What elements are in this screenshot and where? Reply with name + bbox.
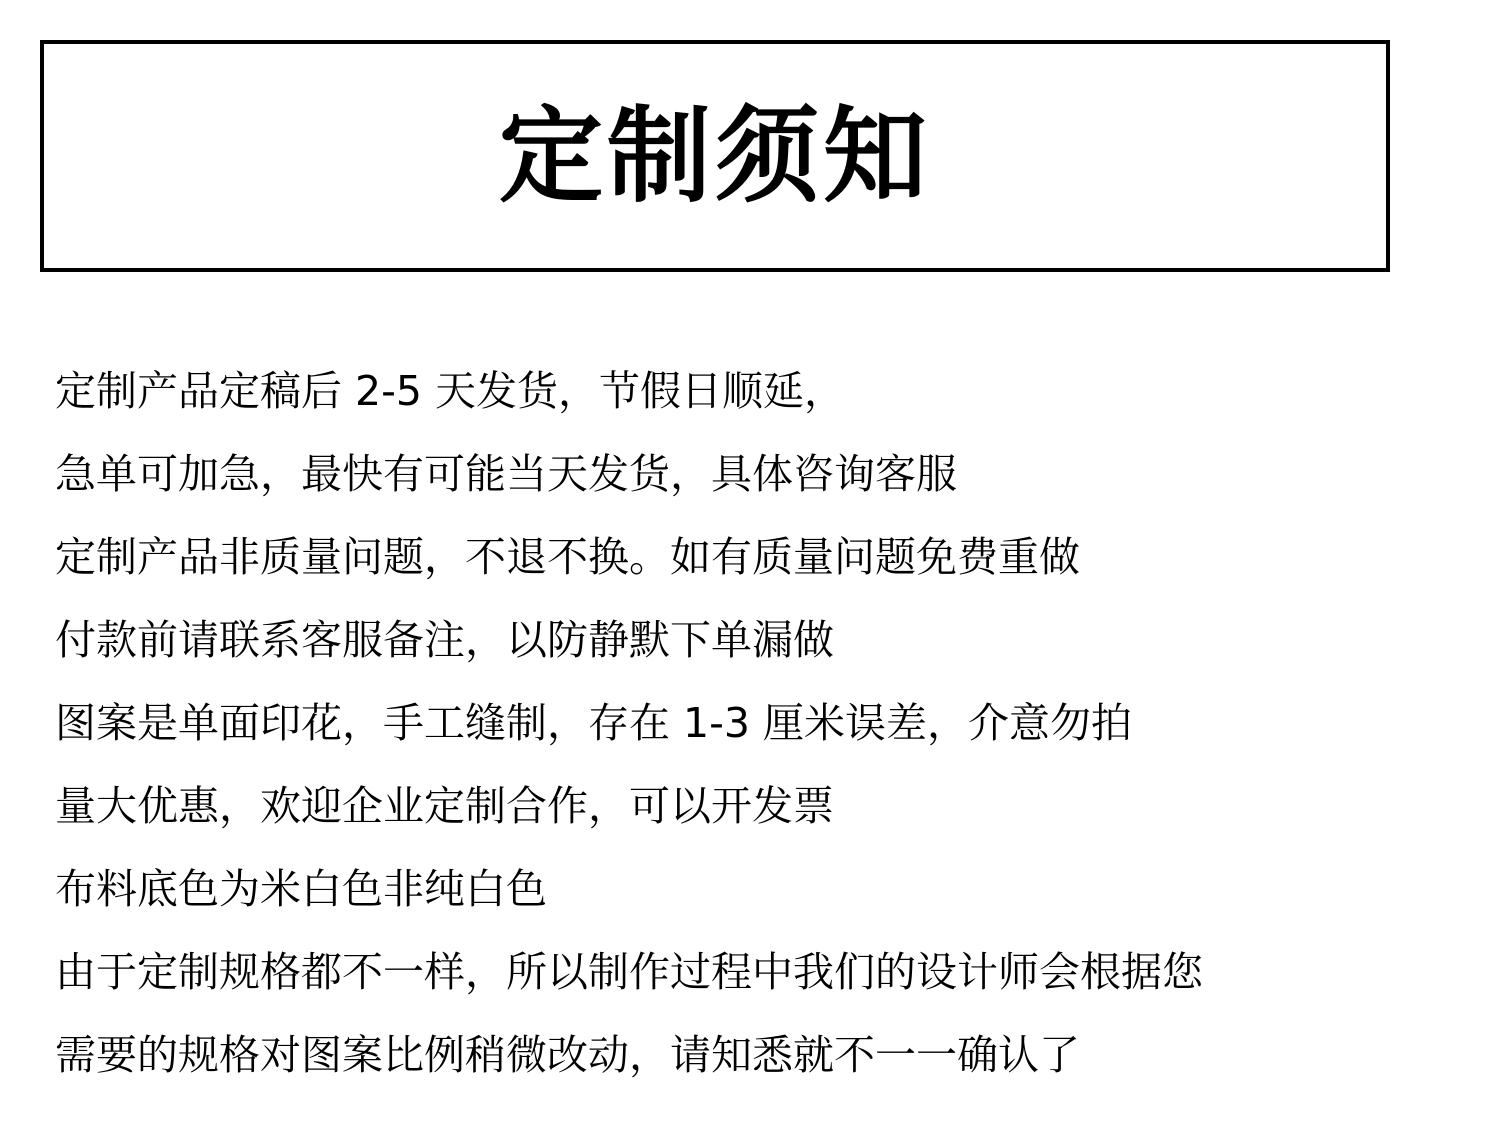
title-frame [40, 40, 1390, 272]
notice-line: 定制产品非质量问题，不退不换。如有质量问题免费重做 [55, 533, 1080, 581]
notice-line: 需要的规格对图案比例稍微改动，请知悉就不一一确认了 [55, 1031, 1080, 1079]
notice-line: 定制产品定稿后 2-5 天发货，节假日顺延， [55, 367, 846, 415]
notice-line: 量大优惠，欢迎企业定制合作，可以开发票 [55, 782, 834, 830]
page-title: 定制须知 [498, 95, 931, 217]
notice-list [55, 350, 1475, 1097]
notice-line: 布料底色为米白色非纯白色 [55, 865, 547, 913]
notice-line: 付款前请联系客服备注，以防静默下单漏做 [55, 616, 834, 664]
notice-line: 图案是单面印花，手工缝制，存在 1-3 厘米误差，介意勿拍 [55, 699, 1133, 747]
notice-line: 急单可加急，最快有可能当天发货，具体咨询客服 [55, 450, 957, 498]
notice-line: 由于定制规格都不一样，所以制作过程中我们的设计师会根据您 [55, 948, 1203, 996]
